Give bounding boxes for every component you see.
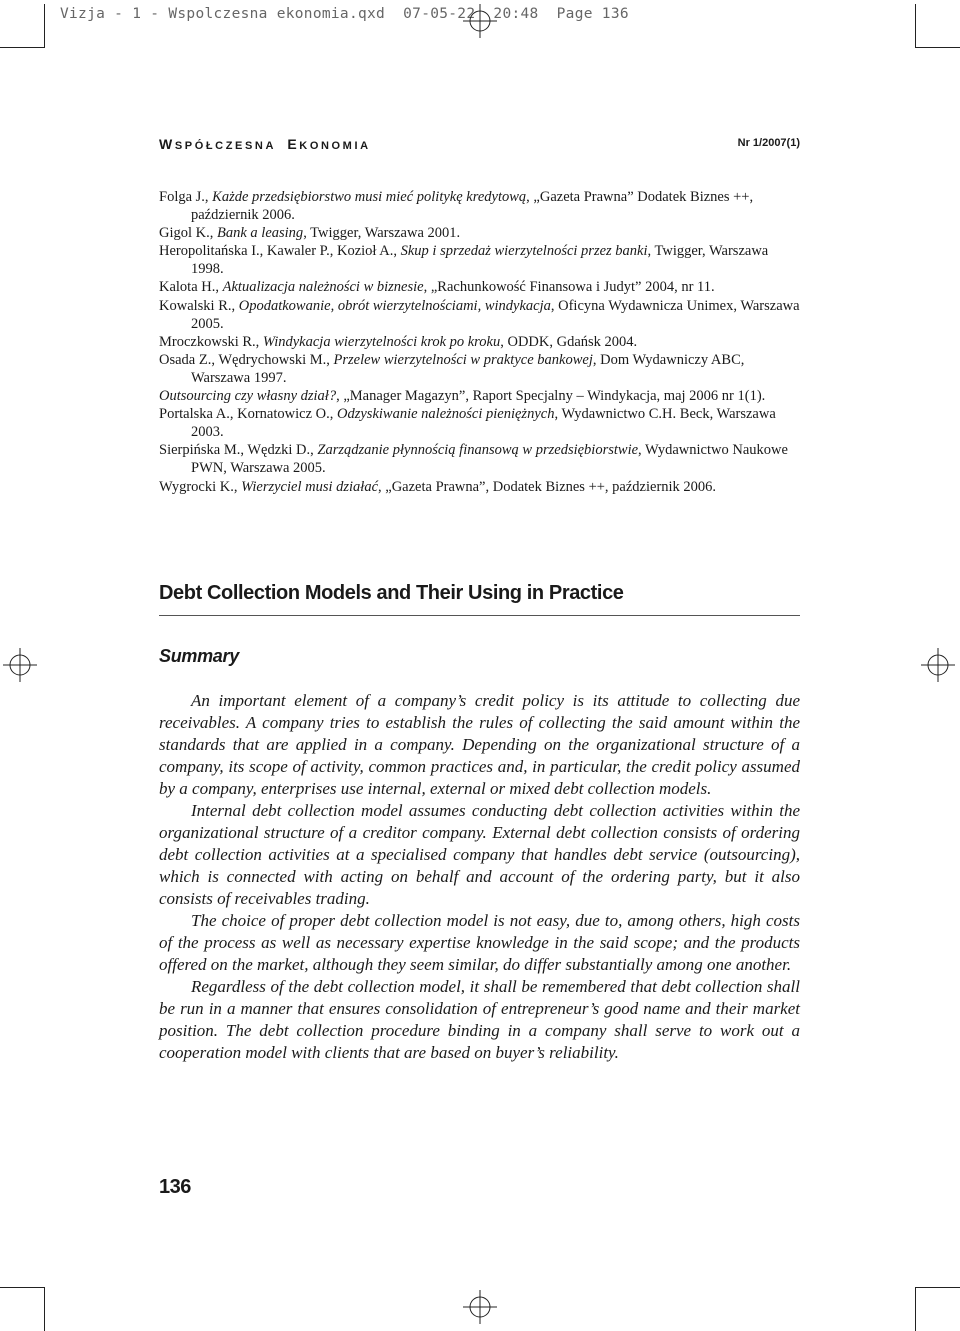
article-title: Debt Collection Models and Their Using in Practice: [159, 582, 800, 616]
reference-item: Sierpińska M., Wędzki D., Zarządzanie płynnością finansową w przedsiębiorstwie, Wydawnictwo Naukowe PWN, Warszawa 2005.: [159, 442, 788, 477]
registration-mark-left: [3, 648, 37, 682]
reference-item: Gigol K., Bank a leasing, Twigger, Warszawa 2001.: [159, 225, 461, 242]
crop-mark-top-left: [44, 4, 45, 48]
registration-mark-bottom: [463, 1290, 497, 1324]
crop-mark-bottom-right: [915, 1287, 916, 1331]
reference-list: [159, 188, 800, 496]
crop-mark-top-right: [915, 4, 916, 48]
reference-item: Outsourcing czy własny dział?, „Manager Magazyn”, Raport Specjalny – Windykacja, maj 2006 nr 1(1).: [159, 388, 766, 405]
reference-item: Osada Z., Wędrychowski M., Przelew wierzytelności w praktyce bankowej, Dom Wydawniczy ABC, Warszawa 1997.: [159, 351, 745, 386]
summary-paragraph: Internal debt collection model assumes conducting debt collection activities within the organizational structure of a creditor company. External debt collection consists of ordering debt collection activities at a specialised company that handles debt service (outsourcing), which is connected with acting on behalf and account of the ordering party, but it also consists of receivables trading.: [159, 801, 800, 908]
summary-paragraph: An important element of a company’s credit policy is its attitude to collecting due receivables. A company tries to establish the rules of collecting the said amount within the standards that are applied in a company. Depending on the organizational structure of a company, its scope of activity, common practices and, in particular, the credit policy assumed by a company, enterprises use internal, external or mixed debt collection models.: [159, 691, 800, 798]
journal-name: WSPÓŁCZESNA EKONOMIA: [159, 136, 371, 152]
reference-item: Mroczkowski R., Windykacja wierzytelności krok po kroku, ODDK, Gdańsk 2004.: [159, 333, 638, 350]
reference-item: Wygrocki K., Wierzyciel musi działać, „Gazeta Prawna”, Dodatek Biznes ++, październik 2006.: [159, 478, 717, 495]
issue-number: Nr 1/2007(1): [737, 137, 800, 149]
summary-paragraph: The choice of proper debt collection model is not easy, due to, among others, high costs of the process as well as necessary expertise knowledge in the said scope; and the products offered on the market, although they seem similar, do differ substantially among one another.: [159, 911, 800, 974]
reference-item: Kalota H., Aktualizacja należności w biznesie, „Rachunkowość Finansowa i Judyt” 2004, nr 11.: [159, 279, 715, 296]
crop-mark-top-right-h: [916, 47, 960, 48]
reference-item: Heropolitańska I., Kawaler P., Kozioł A., Skup i sprzedaż wierzytelności przez banki, Twigger, Warszawa 1998.: [159, 243, 769, 278]
crop-mark-bottom-left-h: [0, 1287, 44, 1288]
reference-item: Folga J., Każde przedsiębiorstwo musi mieć politykę kredytową, „Gazeta Prawna” Dodatek Biznes ++, październik 2006.: [159, 189, 754, 224]
summary-body: [159, 690, 800, 1064]
registration-mark-top: [463, 4, 497, 38]
registration-mark-right: [921, 648, 955, 682]
running-header: [159, 136, 800, 154]
print-slug: Vizja - 1 - Wspolczesna ekonomia.qxd 07-05-22 20:48 Page 136: [60, 6, 629, 22]
summary-paragraph: Regardless of the debt collection model, it shall be remembered that debt collection shall be run in a manner that ensures consolidation of entrepreneur’s good name and their market position. The debt collection procedure binding in a company shall serve to work out a cooperation model with clients that are based on buyer’s reliability.: [159, 977, 800, 1062]
crop-mark-top-left-h: [0, 47, 44, 48]
summary-heading: Summary: [159, 646, 239, 666]
reference-item: Portalska A., Kornatowicz O., Odzyskiwanie należności pieniężnych, Wydawnictwo C.H. Beck, Warszawa 2003.: [159, 406, 776, 441]
crop-mark-bottom-left: [44, 1287, 45, 1331]
crop-mark-bottom-right-h: [916, 1287, 960, 1288]
reference-item: Kowalski R., Opodatkowanie, obrót wierzytelnościami, windykacja, Oficyna Wydawnicza Unimex, Warszawa 2005.: [159, 297, 800, 332]
page-number: 136: [159, 1176, 191, 1198]
